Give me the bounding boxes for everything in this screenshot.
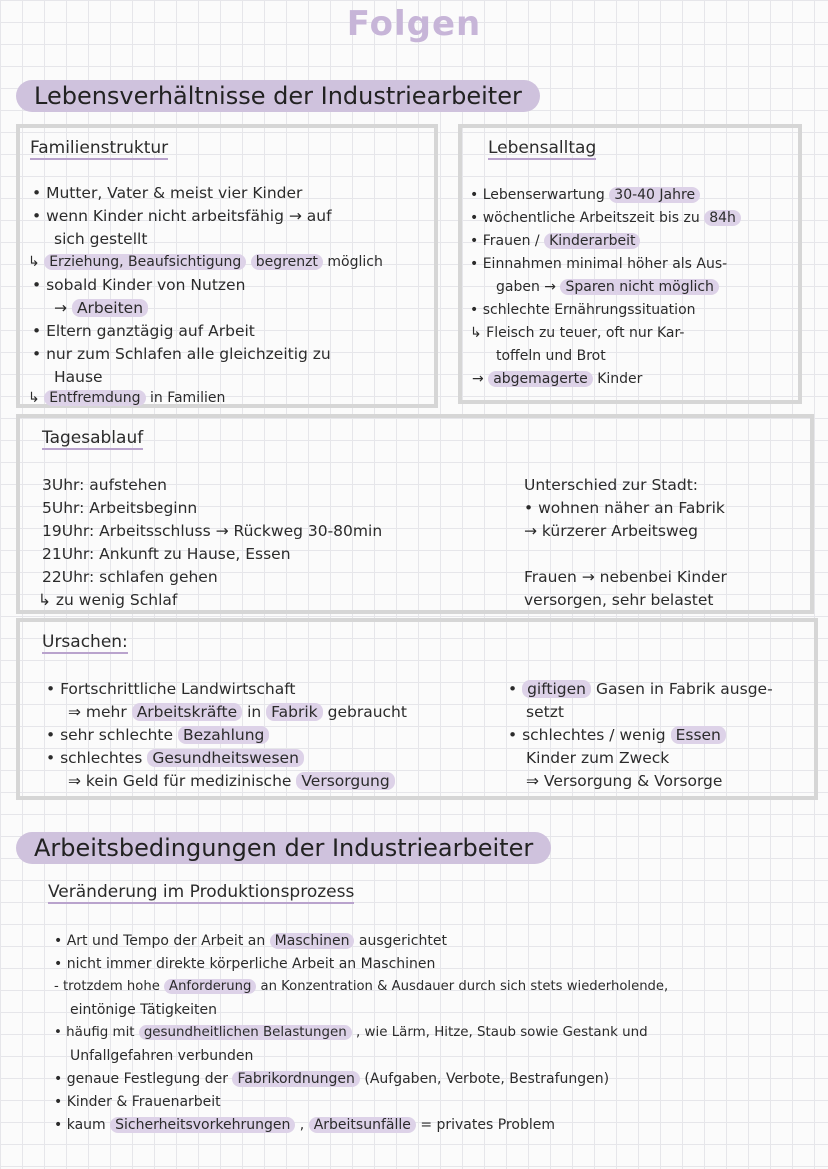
ursachen-line: • schlechtes Gesundheitswesen bbox=[46, 747, 304, 769]
ursachen-box bbox=[16, 618, 818, 800]
stadt-line: Frauen → nebenbei Kinder bbox=[524, 568, 727, 586]
alltag-line: toffeln und Brot bbox=[496, 348, 606, 364]
ursachen-line: ⇒ Versorgung & Vorsorge bbox=[526, 772, 723, 790]
ursachen-line: • Fortschrittliche Landwirtschaft bbox=[46, 680, 296, 698]
familie-line: • Eltern ganztägig auf Arbeit bbox=[32, 322, 255, 340]
tagesablauf-line: 3Uhr: aufstehen bbox=[42, 476, 167, 494]
stadt-line: → kürzerer Arbeitsweg bbox=[524, 522, 699, 540]
arbeit-line: • kaum Sicherheitsvorkehrungen , Arbeitsunfälle = privates Problem bbox=[54, 1117, 555, 1133]
ursachen-title: Ursachen: bbox=[42, 632, 128, 652]
alltag-line: • Einnahmen minimal höher als Aus- bbox=[470, 256, 728, 272]
ursachen-line: • schlechtes / wenig Essen bbox=[508, 724, 726, 746]
familie-line: → Arbeiten bbox=[54, 297, 148, 319]
tagesablauf-line: 5Uhr: Arbeitsbeginn bbox=[42, 499, 198, 517]
ursachen-line: ⇒ kein Geld für medizinische Versorgung bbox=[68, 770, 395, 792]
alltag-line: → abgemagerte Kinder bbox=[472, 371, 643, 387]
alltag-line: • schlechte Ernährungssituation bbox=[470, 302, 696, 318]
alltag-line: gaben → Sparen nicht möglich bbox=[496, 276, 719, 298]
ursachen-line: ⇒ mehr Arbeitskräfte in Fabrik gebraucht bbox=[68, 703, 407, 721]
arbeit-line: eintönige Tätigkeiten bbox=[70, 1002, 217, 1018]
tagesablauf-line: ↳ zu wenig Schlaf bbox=[38, 591, 178, 609]
familie-line: Hause bbox=[54, 368, 103, 386]
arbeit-line: • nicht immer direkte körperliche Arbeit an Maschinen bbox=[54, 956, 436, 972]
tagesablauf-line: 22Uhr: schlafen gehen bbox=[42, 568, 218, 586]
alltag-line: • Frauen / Kinderarbeit bbox=[470, 230, 640, 252]
familie-line: sich gestellt bbox=[54, 230, 148, 248]
ursachen-line: setzt bbox=[526, 703, 564, 721]
familie-line: • nur zum Schlafen alle gleichzeitig zu bbox=[32, 345, 331, 363]
lebensalltag-title: Lebensalltag bbox=[488, 138, 597, 158]
familienstruktur-box bbox=[16, 124, 438, 408]
tagesablauf-line: 21Uhr: Ankunft zu Hause, Essen bbox=[42, 545, 291, 563]
ursachen-line: • giftigen Gasen in Fabrik ausge- bbox=[508, 680, 773, 698]
stadt-line: Unterschied zur Stadt: bbox=[524, 476, 698, 494]
familie-line: ↳ Erziehung, Beaufsichtigung begrenzt möglich bbox=[28, 254, 383, 270]
arbeit-line: • Kinder & Frauenarbeit bbox=[54, 1094, 221, 1110]
tagesablauf-line: 19Uhr: Arbeitsschluss → Rückweg 30-80min bbox=[42, 522, 383, 540]
produktionsprozess-subtitle: Veränderung im Produktionsprozess bbox=[48, 882, 355, 902]
alltag-line: ↳ Fleisch zu teuer, oft nur Kar- bbox=[470, 325, 685, 341]
page-title: Folgen bbox=[346, 4, 482, 44]
arbeit-line: • häufig mit gesundheitlichen Belastungen , wie Lärm, Hitze, Staub sowie Gestank und bbox=[54, 1025, 648, 1040]
stadt-line: • wohnen näher an Fabrik bbox=[524, 499, 725, 517]
familie-line: • Mutter, Vater & meist vier Kinder bbox=[32, 184, 303, 202]
alltag-line: • Lebenserwartung 30-40 Jahre bbox=[470, 184, 700, 206]
lebensalltag-box bbox=[458, 124, 802, 404]
section-heading-arbeitsbedingungen: Arbeitsbedingungen der Industriearbeiter bbox=[16, 832, 551, 864]
tagesablauf-box bbox=[16, 414, 814, 614]
arbeit-line: • genaue Festlegung der Fabrikordnungen (Aufgaben, Verbote, Bestrafungen) bbox=[54, 1071, 610, 1087]
familie-line: • sobald Kinder von Nutzen bbox=[32, 276, 246, 294]
familienstruktur-title: Familienstruktur bbox=[30, 138, 169, 158]
ursachen-line: • sehr schlechte Bezahlung bbox=[46, 724, 269, 746]
section-heading-lebensverhaeltnisse: Lebensverhältnisse der Industriearbeiter bbox=[16, 80, 540, 112]
arbeit-line: Unfallgefahren verbunden bbox=[70, 1048, 254, 1064]
familie-line: • wenn Kinder nicht arbeitsfähig → auf bbox=[32, 207, 332, 225]
familie-line: ↳ Entfremdung in Familien bbox=[28, 390, 226, 406]
ursachen-line: Kinder zum Zweck bbox=[526, 749, 670, 767]
tagesablauf-title: Tagesablauf bbox=[42, 428, 144, 448]
arbeit-line: - trotzdem hohe Anforderung an Konzentration & Ausdauer durch sich stets wiederholende, bbox=[54, 979, 669, 994]
alltag-line: • wöchentliche Arbeitszeit bis zu 84h bbox=[470, 207, 741, 229]
stadt-line: versorgen, sehr belastet bbox=[524, 591, 714, 609]
arbeit-line: • Art und Tempo der Arbeit an Maschinen ausgerichtet bbox=[54, 933, 447, 949]
